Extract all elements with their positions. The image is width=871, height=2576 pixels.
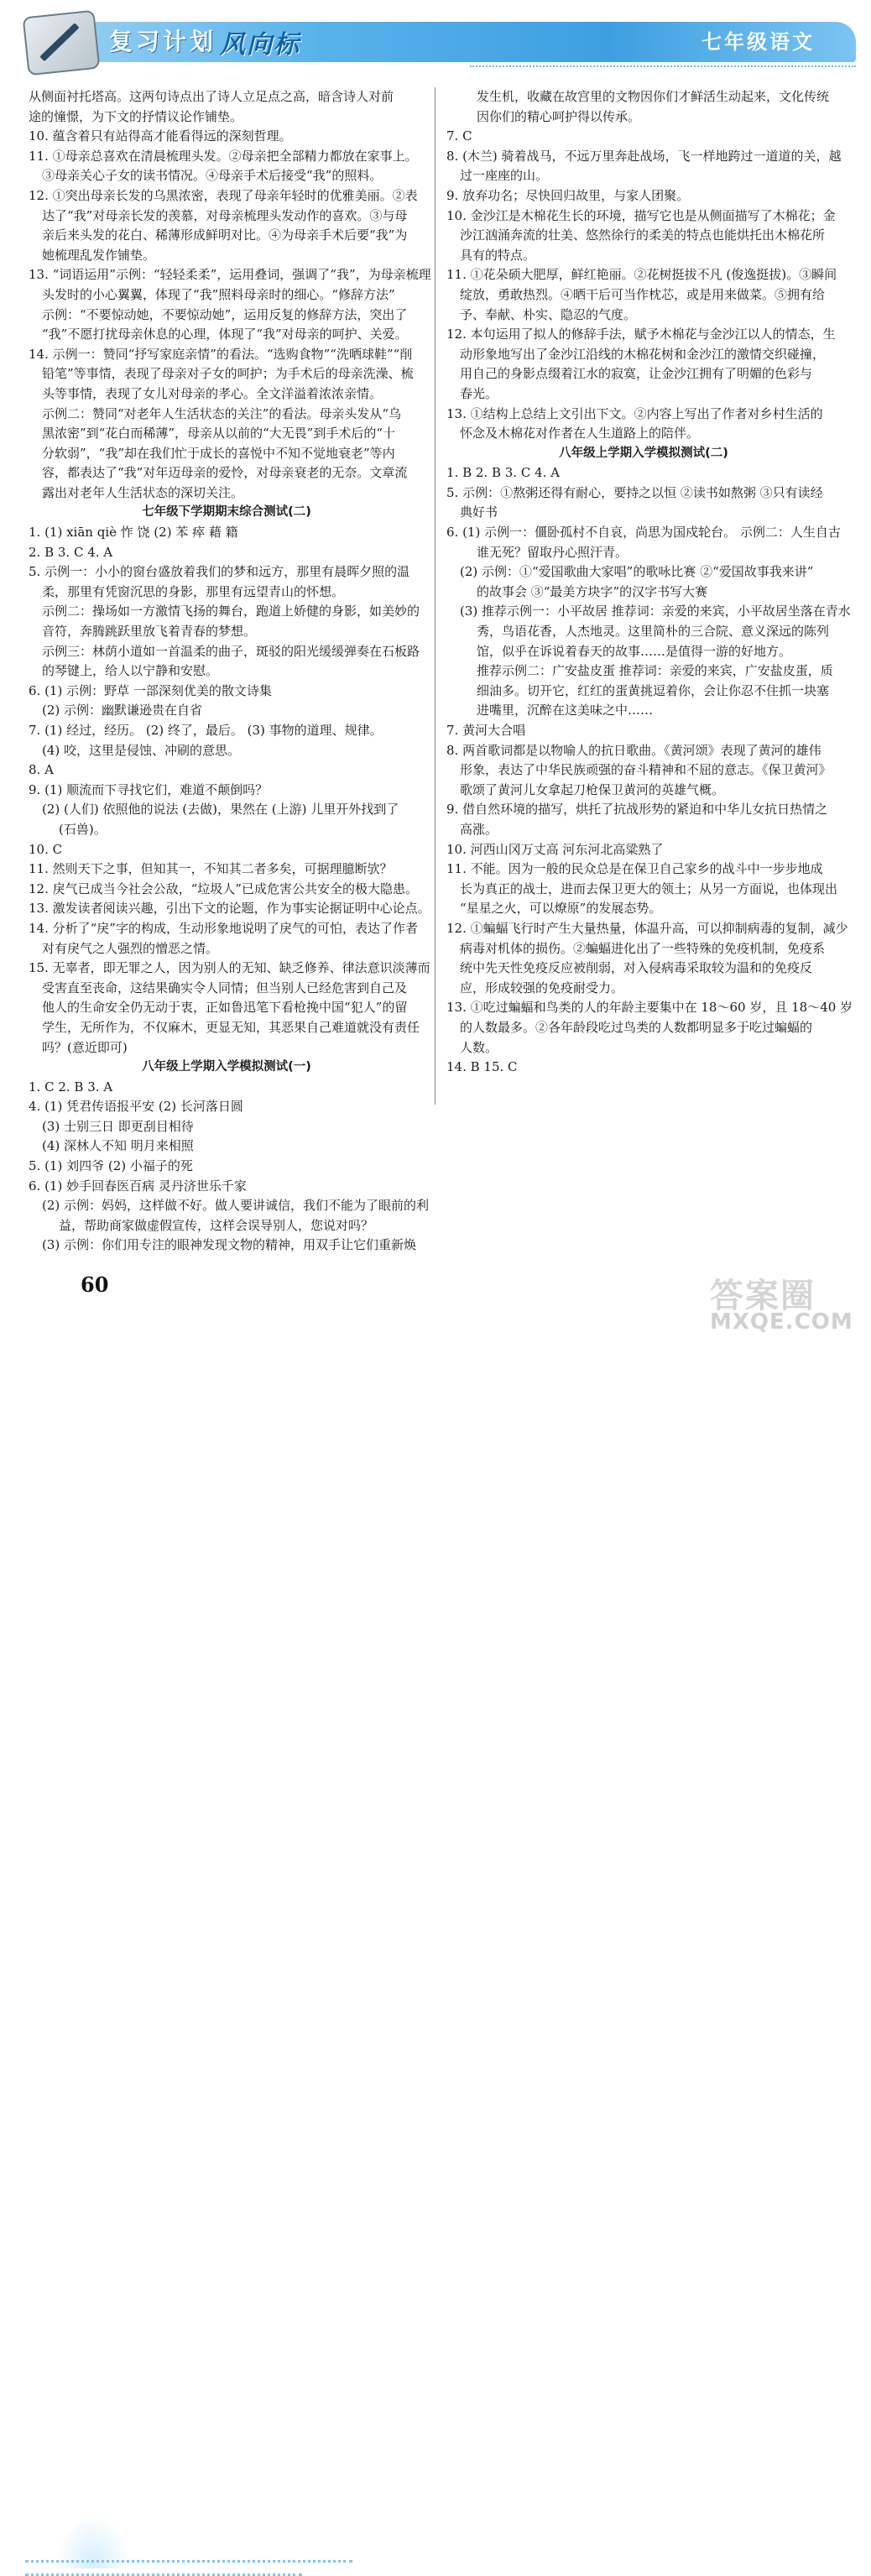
answer-line: 6. (1) 示例一：僵卧孤村不自哀，尚思为国戍轮台。 示例二：人生自古: [446, 525, 841, 541]
answer-line: 推荐示例二：广安盐皮蛋 推荐词：亲爱的来宾，广安盐皮蛋，质: [477, 663, 833, 679]
answer-line: 铅笔”等事情，表现了母亲对子女的呵护；为手术后的母亲洗澡、梳: [42, 366, 414, 382]
answer-line: 13. ①吃过蝙蝠和鸟类的人的年龄主要集中在 18～60 岁，且 18～40 岁: [446, 1000, 853, 1016]
answer-line: 细油多。切开它，红红的蛋黄挑逗着你，会让你忍不住抓一块塞: [477, 682, 830, 698]
answer-line: 7. C: [446, 128, 472, 144]
footer-dotted-line-2: [25, 2570, 302, 2576]
answer-line: 柔，那里有凭窗沉思的身影，那里有远望青山的怀想。: [42, 583, 345, 599]
answer-line: 的琴键上，给人以宁静和安慰。: [42, 663, 219, 679]
answer-line: 1. C 2. B 3. A: [29, 1079, 113, 1095]
page-number: 60: [81, 1272, 109, 1297]
watermark-url: MXQE.COM: [710, 1309, 853, 1335]
answer-line: 示例二：操场如一方激情飞扬的舞台，跑道上娇健的身影，如美妙的: [42, 604, 420, 619]
answer-line: 分软弱”，“我”却在我们忙于成长的喜悦中不知不觉地衰老”等内: [42, 445, 395, 461]
answer-line: 头等事情，表现了女儿对母亲的孝心。全文洋溢着浓浓亲情。: [42, 385, 383, 401]
answer-line: 8. 两首歌词都是以物喻人的抗日歌曲。《黄河颂》表现了黄河的雄伟: [446, 742, 821, 758]
page-header: [0, 0, 871, 77]
answer-line: 达了“我”对母亲长发的羡慕，对母亲梳理头发动作的喜欢。③与母: [42, 207, 408, 223]
answer-line: 绽放，勇敢热烈。④晒干后可当作枕芯，或是用来做菜。⑤拥有给: [460, 286, 826, 302]
answer-line: 15. 无辜者，即无罪之人，因为别人的无知、缺乏修养、律法意识淡薄而: [29, 960, 430, 976]
answer-line: 他人的生命安全仍无动于衷，正如鲁迅笔下看枪挽中国“犯人”的留: [42, 1000, 408, 1016]
answer-line: 4. (1) 凭君传语报平安 (2) 长河落日圆: [29, 1099, 243, 1115]
answer-line: 谁无死？留取丹心照汗青。: [477, 544, 628, 560]
answer-line: ③母亲关心子女的读书情况。④母亲手术后接受“我”的照料。: [42, 168, 383, 184]
answer-line: 动形象地写出了金沙江沿线的木棉花树和金沙江的激情交织碰撞，: [460, 346, 826, 362]
answer-line: 头发时的小心翼翼，体现了“我”照料母亲时的细心。“修辞方法”: [42, 286, 395, 302]
grade-subject: 七年级语文: [701, 30, 815, 54]
answer-line: 馆，似乎在诉说着春天的故事……是值得一游的好地方。: [477, 643, 792, 659]
answer-line: 6. (1) 示例：野草 一部深刻优美的散文诗集: [29, 682, 272, 698]
answer-line: 露出对老年人生活状态的深切关注。: [42, 484, 244, 500]
answer-line: 9. 放弃功名；尽快回归故里，与家人团聚。: [446, 187, 690, 203]
answer-line: 10. 蕴含着只有站得高才能看得远的深刻哲理。: [29, 128, 292, 144]
answer-line: 统中先天性免疫反应被削弱，对入侵病毒采取较为温和的免疫反: [460, 960, 813, 976]
answer-line: 12. 戾气已成当今社会公敌，“垃圾人”已成危害公共安全的极大隐患。: [29, 880, 418, 896]
answer-line: 示例：“不要惊动她，不要惊动她”，运用反复的修辞方法，突出了: [42, 306, 408, 322]
answer-line: 10. 金沙江是木棉花生长的环境，描写它也是从侧面描写了木棉花；金: [446, 207, 836, 223]
column-divider: [435, 87, 436, 1105]
section-title: 七年级下学期期末综合测试(二): [142, 505, 311, 520]
answer-line: (2) (人们) 依照他的说法 (去做)，果然在 (上游) 儿里开外找到了: [42, 802, 399, 818]
answer-line: 予、奉献、朴实、隐忍的气度。: [460, 306, 637, 322]
answer-line: 她梳理乱发作铺垫。: [42, 247, 156, 263]
header-dotted-line: [470, 59, 856, 67]
answer-line: “我”不愿打扰母亲休息的心理，体现了“我”对母亲的呵护、关爱。: [42, 327, 408, 342]
answer-line: 2. B 3. C 4. A: [29, 544, 113, 560]
answer-line: 春光。: [460, 385, 498, 401]
answer-line: 11. ①花朵硕大肥厚，鲜红艳丽。②花树挺拔不凡 (俊逸挺拔)。③瞬间: [446, 267, 837, 283]
answer-line: 5. 示例：①熬粥还得有耐心，要持之以恒 ②读书如熬粥 ③只有读经: [446, 484, 823, 500]
answer-line: 11. ①母亲总喜欢在清晨梳理头发。②母亲把全部精力都放在家事上。: [29, 148, 418, 164]
answer-line: (2) 示例：妈妈，这样做不好。做人要讲诚信，我们不能为了眼前的利: [42, 1198, 430, 1214]
answer-line: 用自己的身影点缀着江水的寂寞，让金沙江拥有了明媚的色彩与: [460, 366, 813, 382]
answer-line: 容，都表达了“我”对年迈母亲的爱怜，对母亲衰老的无奈。文章流: [42, 465, 408, 481]
answer-line: (3) 示例：你们用专注的眼神发现文物的精神，用双手让它们重新焕: [42, 1237, 417, 1253]
answer-line: (2) 示例：①“爱国歌曲大家唱”的歌咏比赛 ②“爱国故事我来讲”: [460, 564, 814, 580]
answer-line: 6. (1) 妙手回春医百病 灵丹济世乐千家: [29, 1178, 247, 1194]
answer-line: 益，帮助商家做虚假宣传，这样会误导别人，您说对吗？: [59, 1217, 374, 1233]
answer-line: 示例二：赞同“对老年人生活状态的关注”的看法。母亲头发从“乌: [42, 405, 402, 421]
answer-line: 7. 黄河大合唱: [446, 723, 526, 738]
answer-line: 7. (1) 经过，经历。 (2) 终了，最后。 (3) 事物的道理、规律。: [29, 723, 383, 738]
answer-line: 5. 示例一：小小的窗台盛放着我们的梦和远方，那里有晨晖夕照的温: [29, 564, 410, 580]
answer-line: (3) 士别三日 即更刮目相待: [42, 1118, 194, 1134]
answer-line: 12. ①蝙蝠飞行时产生大量热量，体温升高，可以抑制病毒的复制，减少: [446, 920, 848, 936]
answer-line: 10. C: [29, 841, 63, 857]
answer-line: 黑浓密”到“花白而稀薄”，母亲从以前的“大无畏”到手术后的“十: [42, 426, 396, 442]
answer-line: 进嘴里，沉醉在这美味之中……: [477, 703, 654, 718]
section-title: 八年级上学期入学模拟测试(二): [559, 446, 728, 460]
answer-line: 音符，奔腾跳跃里放飞着青春的梦想。: [42, 624, 257, 640]
answer-line: 10. 河西山冈万丈高 河东河北高粱熟了: [446, 841, 664, 857]
answer-line: (2) 示例：幽默谦逊贵在自省: [42, 703, 203, 718]
answer-line: 8. (木兰) 骑着战马，不远万里奔赴战场，飞一样地跨过一道道的关，越: [446, 148, 842, 164]
answer-line: 13. 激发读者阅读兴趣，引出下文的论题，作为事实论据证明中心论点。: [29, 901, 430, 917]
answer-line: 过一座座的山。: [460, 168, 549, 184]
answer-line: 的人数最多。②各年龄段吃过鸟类的人数都明显多于吃过蝙蝠的: [460, 1019, 813, 1035]
answer-line: 14. 分析了“戾”字的构成，生动形象地说明了戾气的可怕，表达了作者: [29, 920, 418, 936]
answer-line: 应，形成较强的免疫耐受力。: [460, 980, 624, 995]
answer-line: 发生机，收藏在故宫里的文物因你们才鲜活生动起来，文化传统: [477, 89, 830, 104]
pencil-ruler-icon: [23, 10, 101, 76]
answer-line: 14. 示例一：赞同“抒写家庭亲情”的看法。“选购食物”“洗晒球鞋”“削: [29, 346, 413, 362]
answer-line: 11. 然则天下之事，但知其一，不知其二者多矣，可据理臆断欤？: [29, 861, 393, 877]
answer-line: 的故事会 ③“最美方块字”的汉字书写大赛: [477, 583, 708, 599]
answer-line: 途的憧憬，为下文的抒情议论作铺垫。: [29, 108, 243, 124]
answer-line: 14. B 15. C: [446, 1059, 518, 1075]
answer-line: 示例三：林荫小道如一首温柔的曲子，斑驳的阳光缓缓弹奏在石板路: [42, 643, 420, 659]
answer-line: 从侧面衬托塔高。这两句诗点出了诗人立足点之高，暗含诗人对前: [29, 89, 394, 104]
answer-line: 12. 本句运用了拟人的修辞手法，赋予木棉花与金沙江以人的情态，生: [446, 327, 836, 342]
left-column: [29, 87, 431, 1256]
answer-line: (4) 咬，这里是侵蚀、冲刷的意思。: [42, 742, 241, 758]
brand-logo: 风向标: [220, 30, 300, 60]
answer-line: 亲后来头发的花白、稀薄形成鲜明对比。④为母亲手术后要“我”为: [42, 227, 408, 243]
series-title: 复习计划: [109, 28, 217, 55]
answer-line: (石兽)。: [59, 821, 107, 837]
answer-line: 怀念及木棉花对作者在人生道路上的陪伴。: [460, 426, 700, 442]
answer-line: 1. (1) xiān qiè 怍 饶 (2) 苯 瘁 藉 籍: [29, 525, 238, 541]
answer-line: 高涨。: [460, 821, 498, 837]
answer-line: 歌颂了黄河儿女拿起刀枪保卫黄河的英雄气概。: [460, 781, 725, 797]
answer-line: 秀，鸟语花香，人杰地灵。这里简朴的三合院、意义深远的陈列: [477, 624, 830, 640]
footer-dotted-line: [25, 2557, 352, 2563]
answer-line: 9. 借自然环境的描写，烘托了抗战形势的紧迫和中华儿女抗日热情之: [446, 802, 828, 818]
answer-line: 形象，表达了中华民族顽强的奋斗精神和不屈的意志。《保卫黄河》: [460, 762, 832, 778]
answer-line: 沙江汹涌奔流的壮美、悠然徐行的柔美的特点也能烘托出木棉花所: [460, 227, 826, 243]
answer-line: 典好书: [460, 504, 498, 520]
answer-line: (4) 深林人不知 明月来相照: [42, 1138, 194, 1154]
answer-line: 因你们的精心呵护得以传承。: [477, 108, 641, 124]
answer-line: 13. “词语运用”示例：“轻轻柔柔”，运用叠词，强调了“我”，为母亲梳理: [29, 267, 431, 283]
answer-line: 9. (1) 顺流而下寻找它们，难道不颠倒吗？: [29, 781, 269, 797]
answer-line: 8. A: [29, 762, 54, 778]
answer-line: 吗？(意近即可): [42, 1039, 128, 1055]
answer-line: 对有戾气之人强烈的憎恶之情。: [42, 940, 219, 956]
watermark: 答案圈: [710, 1277, 816, 1315]
answer-line: 12. ①突出母亲长发的乌黑浓密，表现了母亲年轻时的优雅美丽。②表: [29, 187, 418, 203]
answer-line: 1. B 2. B 3. C 4. A: [446, 465, 560, 481]
answer-line: “星星之火，可以燎原”的发展态势。: [460, 901, 662, 917]
answer-line: 13. ①结构上总结上文引出下文。②内容上写出了作者对乡村生活的: [446, 405, 823, 421]
section-title: 八年级上学期入学模拟测试(一): [142, 1060, 311, 1074]
answer-line: (3) 推荐示例一：小平故居 推荐词：亲爱的来宾，小平故居坐落在青水: [460, 604, 851, 619]
answer-line: 5. (1) 刘四爷 (2) 小福子的死: [29, 1158, 193, 1174]
right-column: [446, 87, 853, 1078]
answer-line: 长为真正的战士，进而去保卫更大的领土；从另一方面说，也体现出: [460, 880, 838, 896]
answer-line: 学生，无所作为，不仅麻木，更显无知，其恶果自己难道就没有责任: [42, 1019, 420, 1035]
answer-line: 具有的特点。: [460, 247, 536, 263]
answer-line: 人数。: [460, 1039, 498, 1055]
answer-line: 受害直至丧命，这结果确实令人同情；但当别人已经危害到自己及: [42, 980, 408, 995]
answer-line: 11. 不能。因为一般的民众总是在保卫自己家乡的战斗中一步步地成: [446, 861, 823, 877]
answer-line: 病毒对机体的损伤。②蝙蝠进化出了一些特殊的免疫机制，免疫系: [460, 940, 826, 956]
